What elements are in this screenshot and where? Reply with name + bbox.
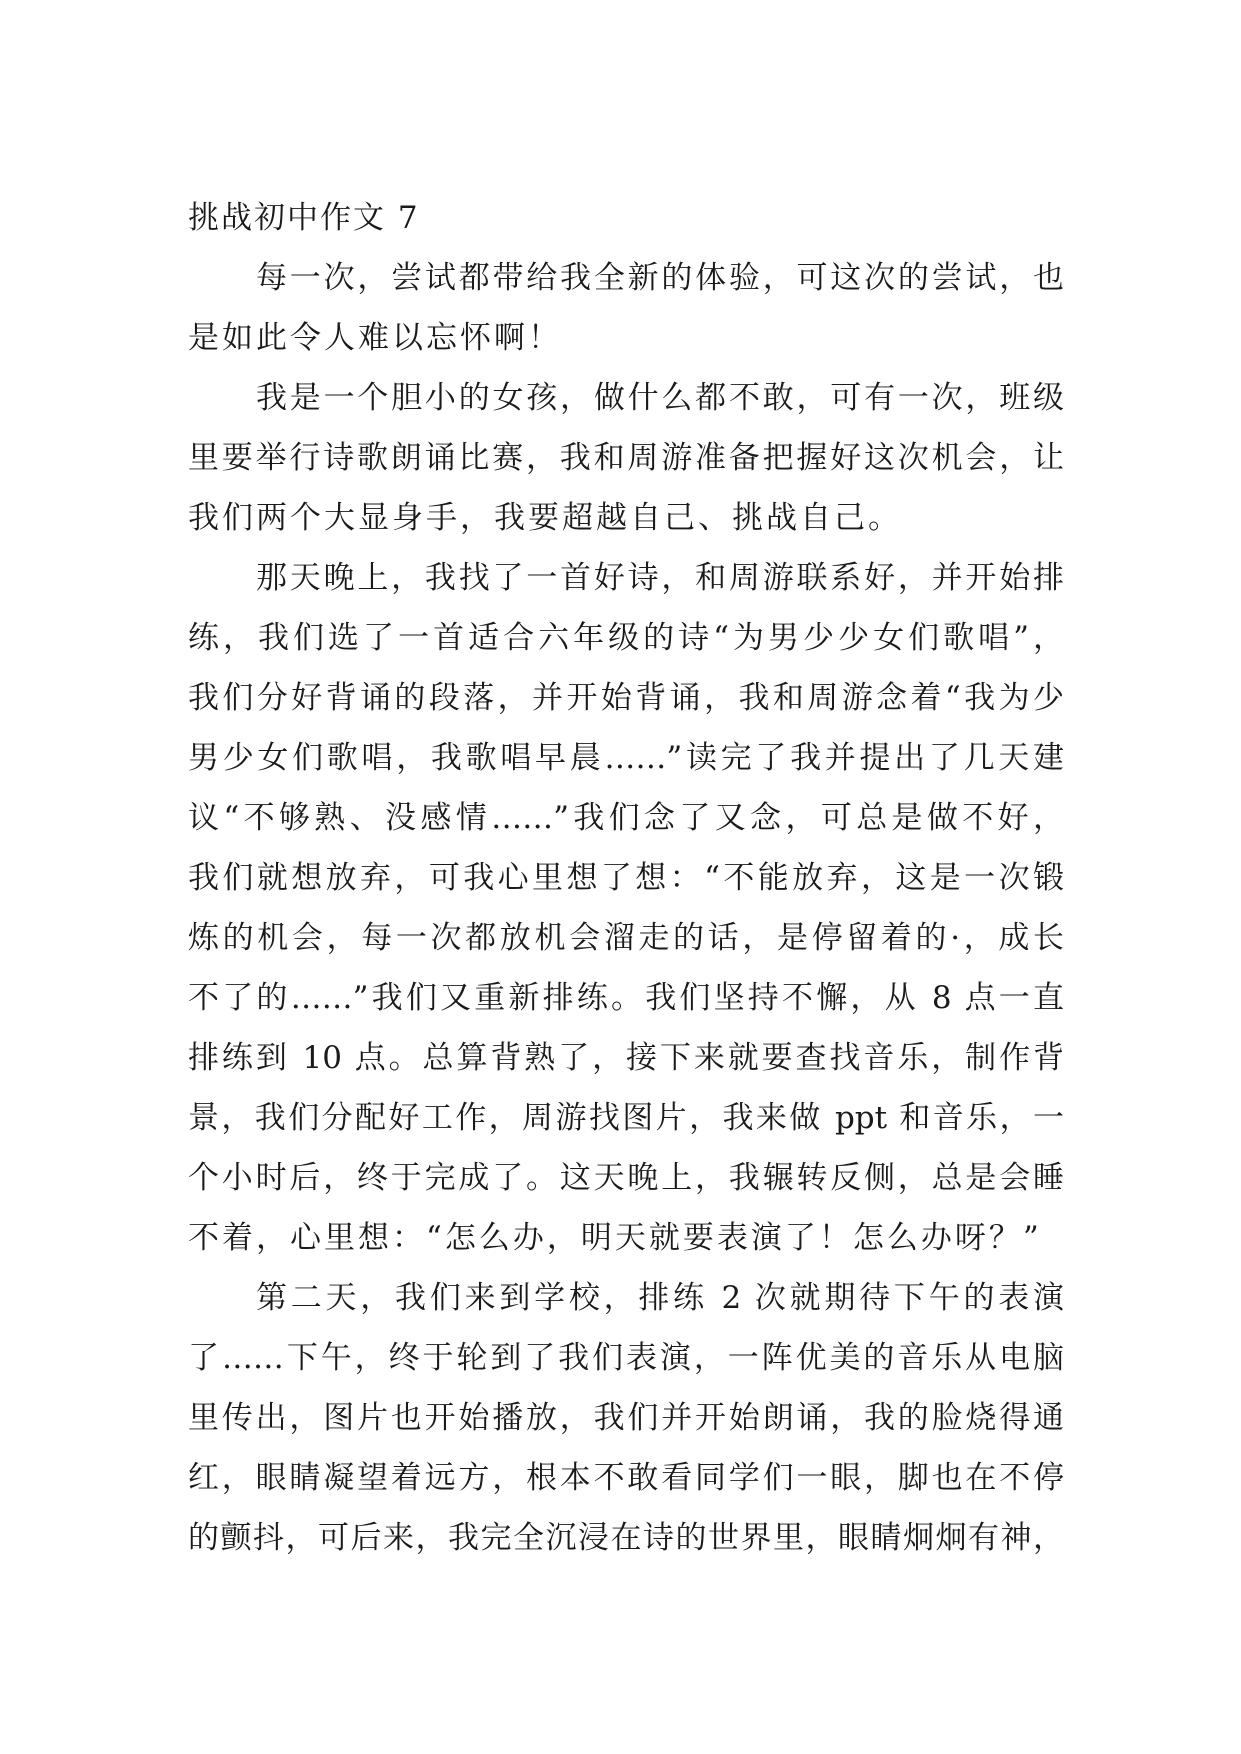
text-line: 我们分好背诵的段落，并开始背诵，我和周游念着“我为少 (188, 680, 1064, 716)
document-title: 挑战初中作文 7 (188, 200, 420, 236)
text-line: 不了的……”我们又重新排练。我们坚持不懈，从 8 点一直 (188, 980, 1064, 1016)
text-line: 那天晚上，我找了一首好诗，和周游联系好，并开始排 (256, 560, 1064, 596)
text-line: 练，我们选了一首适合六年级的诗“为男少少女们歌唱”， (188, 620, 1064, 656)
text-line: 里传出，图片也开始播放，我们并开始朗诵，我的脸烧得通 (188, 1400, 1064, 1436)
text-line: 不着，心里想：“怎么办，明天就要表演了！怎么办呀？” (188, 1220, 1042, 1256)
text-line: 第二天，我们来到学校，排练 2 次就期待下午的表演 (256, 1280, 1064, 1316)
text-line: 排练到 10 点。总算背熟了，接下来就要查找音乐，制作背 (188, 1040, 1064, 1076)
text-line: 我们就想放弃，可我心里想了想：“不能放弃，这是一次锻 (188, 860, 1064, 896)
text-line: 每一次，尝试都带给我全新的体验，可这次的尝试，也 (256, 260, 1064, 296)
text-line: 是如此令人难以忘怀啊！ (188, 320, 562, 356)
text-line: 了……下午，终于轮到了我们表演，一阵优美的音乐从电脑 (188, 1340, 1064, 1376)
text-line: 个小时后，终于完成了。这天晚上，我辗转反侧，总是会睡 (188, 1160, 1064, 1196)
text-line: 景，我们分配好工作，周游找图片，我来做 ppt 和音乐，一 (188, 1100, 1064, 1136)
text-line: 男少女们歌唱，我歌唱早晨……”读完了我并提出了几天建 (188, 740, 1064, 776)
text-line: 我们两个大显身手，我要超越自己、挑战自己。 (188, 500, 902, 536)
document-body (188, 188, 1064, 1568)
text-line: 炼的机会，每一次都放机会溜走的话，是停留着的·，成长 (188, 920, 1064, 956)
text-line: 议“不够熟、没感情……”我们念了又念，可总是做不好， (188, 800, 1064, 836)
text-line: 的颤抖，可后来，我完全沉浸在诗的世界里，眼睛炯炯有神， (188, 1520, 1064, 1556)
text-line: 里要举行诗歌朗诵比赛，我和周游准备把握好这次机会，让 (188, 440, 1064, 476)
text-line: 我是一个胆小的女孩，做什么都不敢，可有一次，班级 (256, 380, 1064, 416)
text-line: 红，眼睛凝望着远方，根本不敢看同学们一眼，脚也在不停 (188, 1460, 1064, 1496)
